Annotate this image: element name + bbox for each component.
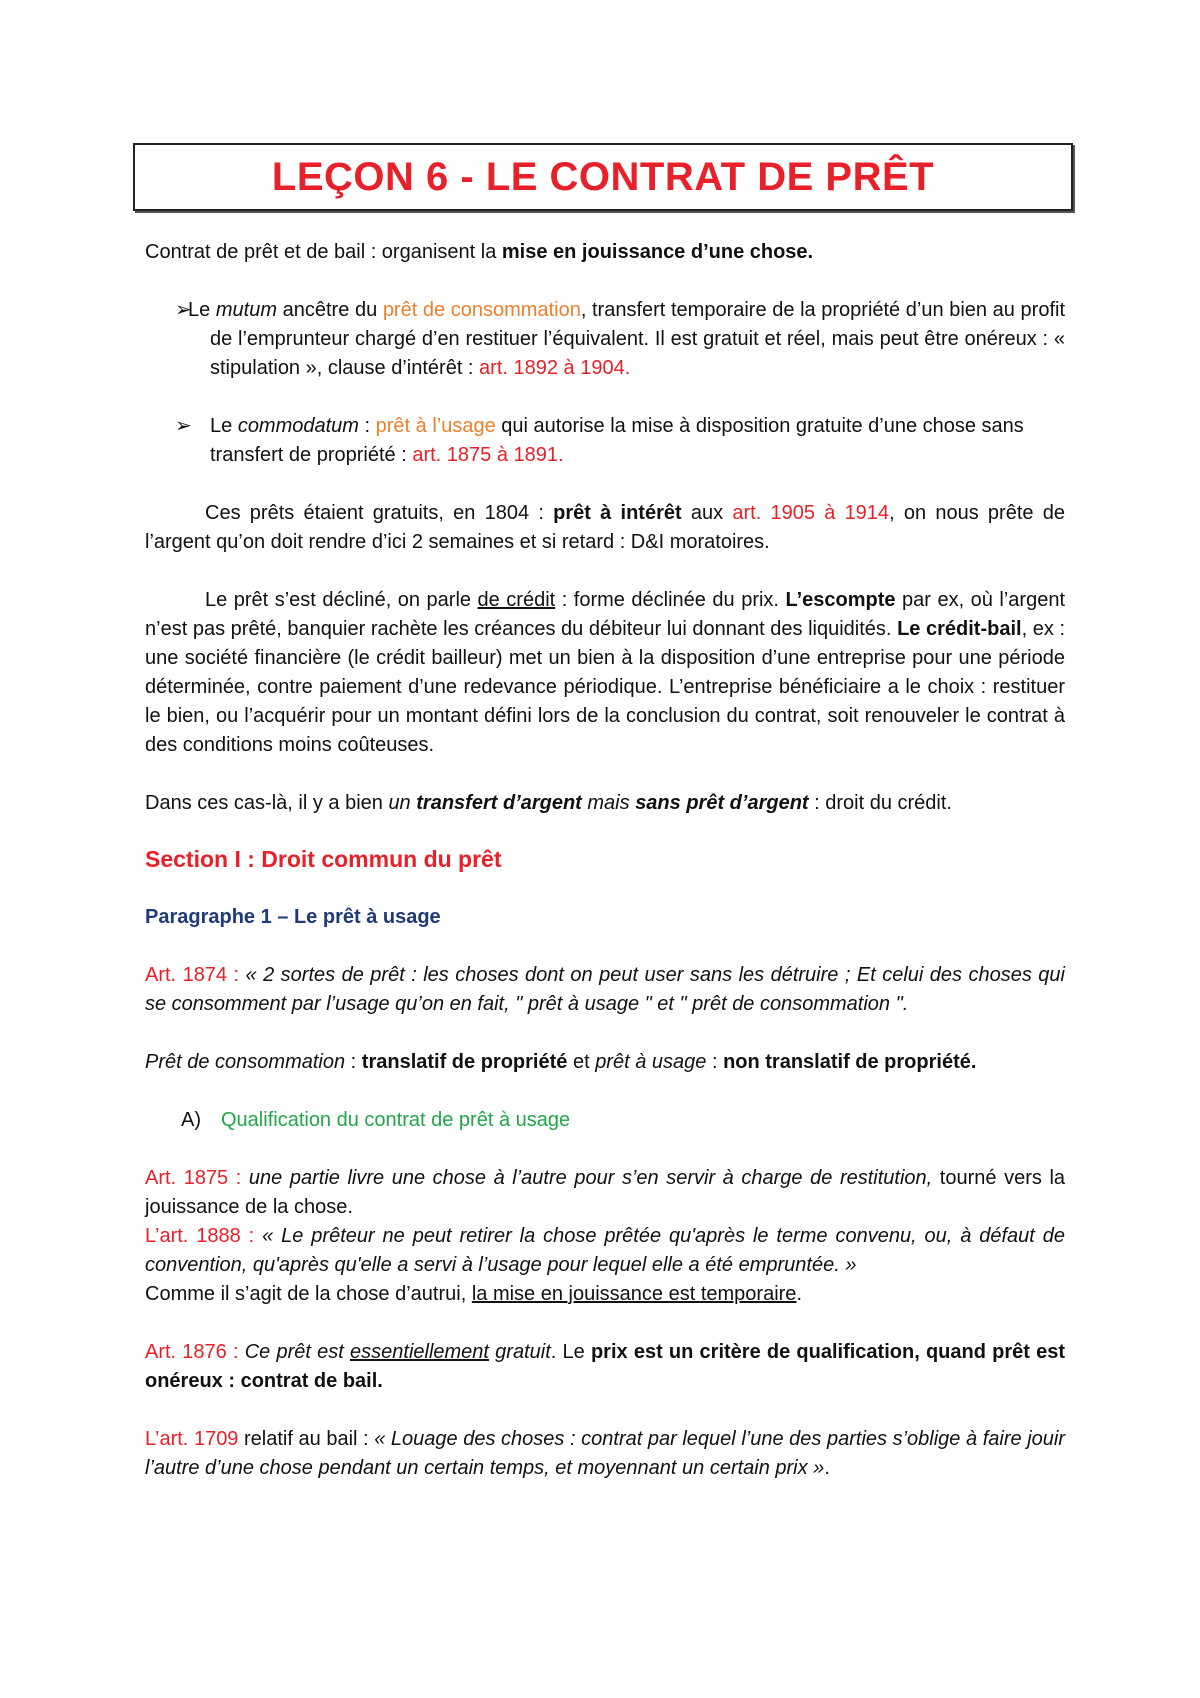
text-run: .	[824, 1457, 830, 1479]
term-sans-pret: sans prêt d’argent	[635, 792, 809, 814]
text-run: , on nous prête de l’argent qu’on doit rendre d’ici 2 semaines et si retard : D&I moratoires.	[145, 502, 1065, 553]
text-run: prêt à usage	[595, 1051, 707, 1073]
document-body	[145, 238, 1065, 1483]
text-run: la mise en jouissance est temporaire	[471, 1283, 797, 1305]
text-run: . Le	[550, 1341, 591, 1363]
intro-bold-text: mise en jouissance d’une chose.	[501, 241, 814, 263]
article-reference: L’art. 1709	[145, 1428, 239, 1450]
art-1876-paragraph	[145, 1338, 1065, 1396]
bullet-commodatum	[145, 412, 1065, 470]
text-run: Le	[188, 299, 216, 321]
pret-definition-line	[145, 1048, 1065, 1077]
text-run: Ce prêt est	[238, 1341, 351, 1363]
text-run: , transfert temporaire de la propriété d’un bien au profit de l’emprunteur chargé d’en restituer l’équivalent. Il est gratuit et réel, mais peut être onéreux : « stipulation », clause d’intérêt :	[210, 299, 1065, 379]
text-run: essentiellement	[350, 1341, 489, 1363]
term-mutum: mutum	[215, 299, 277, 321]
text-run: Ces prêts étaient gratuits, en 1804 :	[205, 502, 554, 524]
text-run: Le	[210, 415, 238, 437]
article-reference: Art. 1874 :	[145, 964, 240, 986]
bullet-text	[210, 412, 1065, 470]
term-pret-usage: prêt à l’usage	[375, 415, 496, 437]
bullet-text	[188, 296, 1065, 383]
term-credit: de crédit	[477, 589, 556, 611]
article-quote: « 2 sortes de prêt : les choses dont on peut user sans les détruire ; Et celui des choses qui se consomment par l’usage qu’on en fait, " prêt à usage " et " prêt de consommation ".	[145, 964, 1066, 1015]
text-run: non translatif de propriété.	[723, 1051, 977, 1073]
text-run: : forme déclinée du prix.	[555, 589, 786, 611]
subsection-title: Qualification du contrat de prêt à usage	[221, 1109, 571, 1131]
paragraph-heading: Paragraphe 1 – Le prêt à usage	[145, 906, 441, 928]
text-run: gratuit	[488, 1341, 551, 1363]
text-run: Dans ces cas-là, il y a bien	[145, 792, 389, 814]
text-run: relatif au bail :	[238, 1428, 375, 1450]
text-run: .	[796, 1283, 802, 1305]
text-run: , ex : une société financière (le crédit bailleur) met un bien à la disposition d’une entreprise pour une période déterminée, contre paiement d’une redevance périodique. L’entreprise bénéficiaire a le choix : restituer le bien, ou l’acquérir pour un montant défini lors de la conclusion du contrat, soit renouveler le contrat à des conditions moins coûteuses.	[145, 618, 1065, 756]
text-run: qui autorise la mise à disposition gratuite d’une chose sans transfert de propriété :	[210, 415, 1024, 466]
text-run: tourné vers la jouissance de la chose.	[145, 1167, 1066, 1218]
subsection-heading	[145, 1106, 1065, 1135]
art-1875-paragraph	[145, 1164, 1065, 1222]
term-credit-bail: Le crédit-bail	[897, 618, 1022, 640]
paragraph-transfert	[145, 789, 1065, 818]
text-run: un	[388, 792, 417, 814]
intro-paragraph	[145, 238, 1065, 267]
text-run: :	[706, 1051, 724, 1073]
text-run: :	[358, 415, 376, 437]
text-run: « Le prêteur ne peut retirer la chose prêtée qu'après le terme convenu, ou, à défaut de convention, qu'après qu'elle a servi à l’usage pour lequel elle a été empruntée. »	[145, 1225, 1065, 1276]
art-1709-paragraph	[145, 1425, 1065, 1483]
article-reference: L’art. 1888 :	[145, 1225, 255, 1247]
text-run: Prêt de consommation	[145, 1051, 346, 1073]
arrow-bullet-icon: ➢	[175, 415, 192, 437]
term-pret-consommation: prêt de consommation	[382, 299, 581, 321]
intro-text: Contrat de prêt et de bail : organisent la	[145, 241, 502, 263]
text-run: aux	[681, 502, 733, 524]
text-run: Le prêt s’est décliné, on parle	[205, 589, 478, 611]
article-reference: Art. 1875 :	[145, 1167, 242, 1189]
text-run: « Louage des choses : contrat par lequel l’une des parties s’oblige à faire jouir l’autre d’une chose pendant un certain temps, et moyennant un certain prix »	[145, 1428, 1065, 1479]
art-1888-paragraph	[145, 1222, 1065, 1309]
paragraph-credit	[145, 586, 1065, 760]
text-run: et	[567, 1051, 596, 1073]
text-run: prix est un critère de qualification, quand prêt est onéreux : contrat de bail.	[145, 1341, 1065, 1392]
title-box	[133, 143, 1073, 211]
term-pret-interet: prêt à intérêt	[553, 502, 682, 524]
page-title: LEÇON 6 - LE CONTRAT DE PRÊT	[271, 154, 935, 199]
article-reference: art. 1875 à 1891.	[412, 444, 564, 466]
bullet-mutum	[145, 296, 1065, 383]
text-run: translatif de propriété	[361, 1051, 568, 1073]
section-heading: Section I : Droit commun du prêt	[145, 846, 502, 872]
term-escompte: L’escompte	[785, 589, 896, 611]
article-reference: Art. 1876 :	[145, 1341, 239, 1363]
term-transfert: transfert d’argent	[416, 792, 582, 814]
arrow-bullet-icon: ➢	[175, 299, 192, 321]
article-reference: art. 1892 à 1904.	[479, 357, 631, 379]
text-run: mais	[581, 792, 636, 814]
art-1874-paragraph	[145, 961, 1065, 1019]
text-run: une partie livre une chose à l’autre pour s’en servir à charge de restitution,	[241, 1167, 933, 1189]
text-run: par ex, où l’argent n’est pas prêté, banquier rachète les créances du débiteur lui donnant des liquidités.	[145, 589, 1065, 640]
text-run: ancêtre du	[277, 299, 383, 321]
paragraph-interet	[145, 499, 1065, 557]
text-run: Comme il s’agit de la chose d’autrui,	[145, 1283, 472, 1305]
subsection-letter: A)	[181, 1109, 201, 1131]
text-run: : droit du crédit.	[808, 792, 952, 814]
term-commodatum: commodatum	[237, 415, 359, 437]
text-run: :	[345, 1051, 362, 1073]
article-reference: art. 1905 à 1914	[732, 502, 890, 524]
